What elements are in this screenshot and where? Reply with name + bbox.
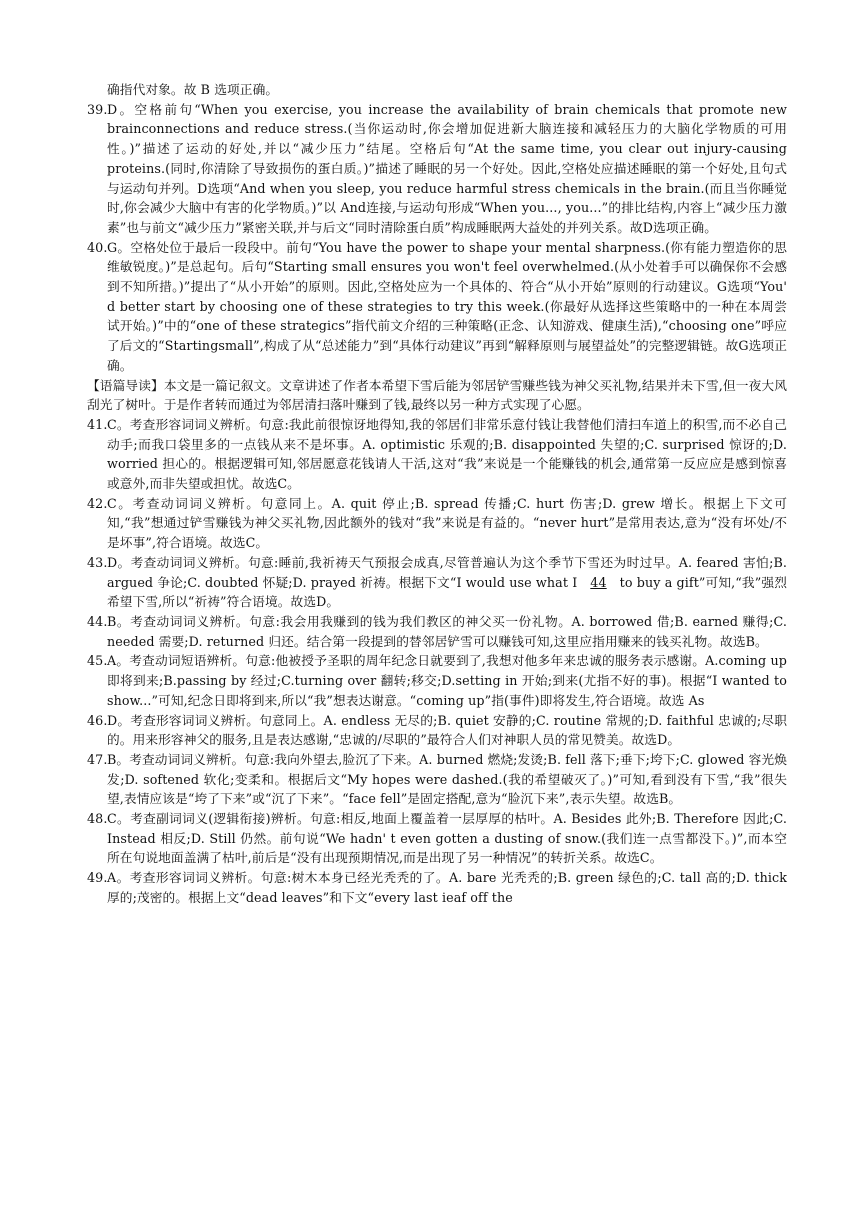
- item-text-before: D。考查动词词义辨析。句意:睡前,我祈祷天气预报会成真,尽管普遍认为这个季节下雪还为时过早。A. feared 害怕;B. argued 争论;C. doubted 怀疑;D. prayed 祈祷。根据下文“I would use what I: [107, 554, 787, 590]
- item-text: G。空格处位于最后一段段中。前句“You have the power to shape your mental sharpness.(你有能力塑造你的思维敏锐度。)”是总起句。后句“Starting small ensures you won't feel overwhelmed.(从小处着手可以确保你不会感到不知所措。)”提出了“从小开始”的原则。因此,空格处应为一个具体的、符合“从小开始”原则的行动建议。G选项“You' d better start by choosing one of these strategies to try this week.(你最好从选择这些策略中的一种在本周尝试开始。)”中的“one of these strategics”指代前文介绍的三种策略(正念、认知游戏、健康生活),“choosing one”呼应了后文的“Startingsmall”,构成了从“总述能力”到“具体行动建议”再到“解释原则与展望益处”的完整逻辑链。故G选项正确。: [107, 239, 787, 373]
- item-number: 39.: [87, 101, 108, 117]
- answer-item-44: [87, 612, 787, 651]
- lead-line: 确指代对象。故 B 选项正确。: [107, 82, 279, 97]
- answer-item-45: [87, 651, 787, 710]
- answer-item-42: [87, 494, 787, 553]
- item-number: 48.: [87, 811, 108, 827]
- item-number: 42.: [87, 495, 108, 511]
- explanation-item-40: [87, 238, 787, 376]
- fill-blank: 44: [590, 574, 607, 590]
- item-number: 49.: [87, 870, 108, 886]
- item-number: 47.: [87, 751, 108, 767]
- item-number: 41.: [87, 416, 108, 432]
- item-text: A。考查动词短语辨析。句意:他被授予圣职的周年纪念日就要到了,我想对他多年来忠诚的服务表示感谢。A.coming up 即将到来;B.passing by 经过;C.turning over 翻转;移交;D.setting in 开始;到来(尤指不好的事)。根据“I wanted to show...”可知,纪念日即将到来,所以“我”想表达谢意。“coming up”指(事件)即将发生,符合语境。故选 As: [107, 653, 787, 708]
- item-text: B。考查动词词义辨析。句意:我会用我赚到的钱为我们教区的神父买一份礼物。A. borrowed 借;B. earned 赚得;C. needed 需要;D. returned 归还。结合第一段提到的替邻居铲雪可以赚钱可知,这里应指用赚来的钱买礼物。故选B。: [107, 613, 787, 649]
- item-text: C。考查形容词词义辨析。句意:我此前很惊讶地得知,我的邻居们非常乐意付钱让我替他们清扫车道上的积雪,而不必自己动手;而我口袋里多的一点钱从来不是坏事。A. optimistic 乐观的;B. disappointed 失望的;C. surprised 惊讶的;D. worried 担心的。根据逻辑可知,邻居愿意花钱请人干活,这对“我”来说是一个能赚钱的机会,通常第一反应应是感到惊喜或意外,而非失望或担忧。故选C。: [107, 416, 787, 492]
- item-text: C。考查动词词义辨析。句意同上。A. quit 停止;B. spread 传播;C. hurt 伤害;D. grew 增长。根据上下文可知,“我”想通过铲雪赚钱为神父买礼物,因此额外的钱对“我”来说是有益的。“never hurt”是常用表达,意为“没有坏处/不是坏事”,符合语境。故选C。: [107, 495, 787, 551]
- item-number: 44.: [87, 613, 108, 629]
- item-text: B。考查动词词义辨析。句意:我向外望去,脸沉了下来。A. burned 燃烧;发烫;B. fell 落下;垂下;垮下;C. glowed 容光焕发;D. softened 软化;变柔和。根据后文“My hopes were dashed.(我的希望破灭了。)”可知,看到没有下雪,“我”很失望,表情应该是“垮了下来”或“沉了下来”。“face fell”是固定搭配,意为“脸沉下来”,表示失望。故选B。: [107, 751, 787, 807]
- explanation-item-39: [87, 100, 787, 238]
- passage-intro-text: 本文是一篇记叙文。文章讲述了作者本希望下雪后能为邻居铲雪赚些钱为神父买礼物,结果并未下雪,但一夜大风刮光了树叶。于是作者转而通过为邻居清扫落叶赚到了钱,最终以另一种方式实现了心愿。: [87, 377, 787, 413]
- answer-explanation-page: [87, 80, 787, 908]
- answer-item-47: [87, 750, 787, 809]
- item-number: 40.: [87, 239, 108, 255]
- item-text: A。考查形容词词义辨析。句意:树木本身已经光秃秃的了。A. bare 光秃秃的;B. green 绿色的;C. tall 高的;D. thick 厚的;茂密的。根据上文“dead leaves”和下文“every last ieaf off the: [107, 870, 787, 905]
- answer-item-49: [87, 868, 787, 907]
- item-text: D。空格前句“When you exercise, you increase the availability of brain chemicals that promote new brainconnections and reduce stress.(当你运动时,你会增加促进新大脑连接和减轻压力的大脑化学物质的可用性。)”描述了运动的好处,并以“减少压力”结尾。空格后句“At the same time, you clear out injury-causing proteins.(同时,你清除了导致损伤的蛋白质。)”描述了睡眠的另一个好处。因此,空格处应描述睡眠的第一个好处,且句式与运动句并列。D选项“And when you sleep, you reduce harmful stress chemicals in the brain.(而且当你睡觉时,你会减少大脑中有害的化学物质。)”以 And连接,与运动句形成“When you..., you...”的排比结构,内容上“减少压力激素”也与前文“减少压力”紧密关联,并与后文“同时清除蛋白质”构成睡眠两大益处的并列关系。故D选项正确。: [107, 101, 787, 235]
- item-text-after: to buy a gift”可知,“我”强烈希望下雪,所以“祈祷”符合语境。故选D。: [107, 574, 787, 610]
- passage-intro: [87, 376, 787, 415]
- item-number: 43.: [87, 554, 108, 570]
- answer-item-43: [87, 553, 787, 612]
- passage-intro-tag: 【语篇导读】: [87, 377, 164, 393]
- item-number: 45.: [87, 653, 108, 669]
- answer-item-41: [87, 415, 787, 494]
- item-number: 46.: [87, 712, 108, 728]
- answer-item-46: [87, 711, 787, 750]
- item-text: C。考查副词词义(逻辑衔接)辨析。句意:相反,地面上覆盖着一层厚厚的枯叶。A. Besides 此外;B. Therefore 因此;C. Instead 相反;D. Still 仍然。前句说“We hadn' t even gotten a dusting of snow.(我们连一点雪都没下。)”,而本空所在句说地面盖满了枯叶,前后是“没有出现预期情况,而是出现了另一种情况”的转折关系。故选C。: [107, 811, 787, 866]
- answer-item-48: [87, 809, 787, 868]
- item-text: D。考查形容词词义辨析。句意同上。A. endless 无尽的;B. quiet 安静的;C. routine 常规的;D. faithful 忠诚的;尽职的。用来形容神父的服务,且是表达感谢,“忠诚的/尽职的”最符合人们对神职人员的常见赞美。故选D。: [107, 712, 787, 748]
